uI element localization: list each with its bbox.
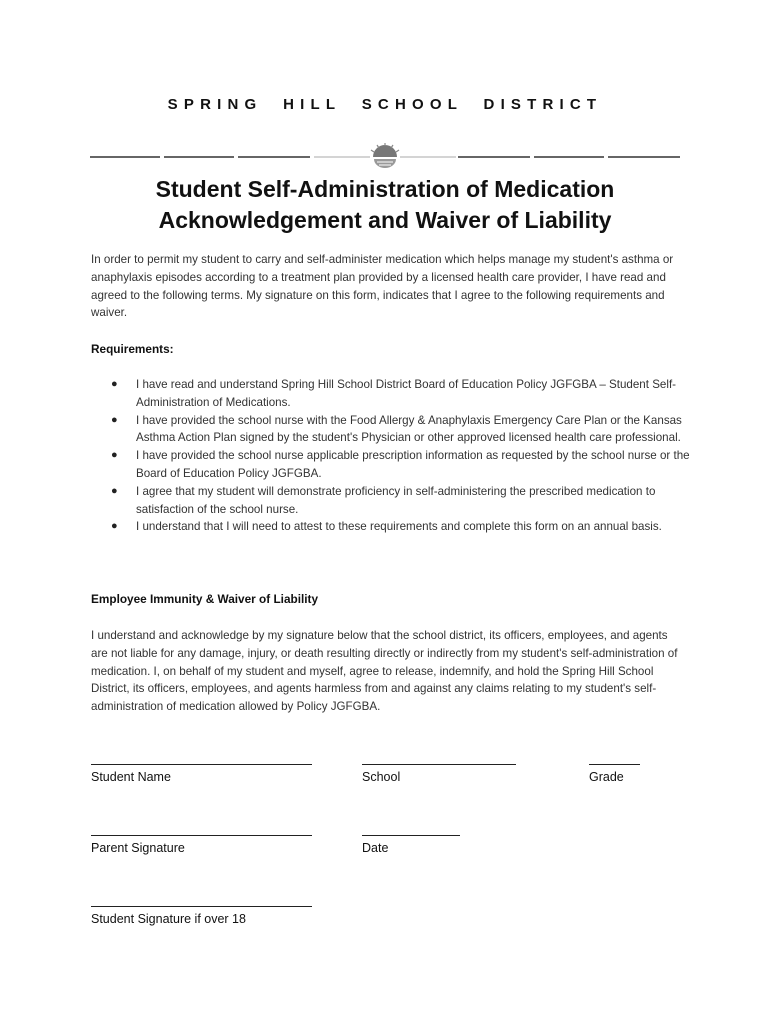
date-line[interactable] <box>362 835 460 836</box>
bullet-icon: ● <box>111 378 118 390</box>
parent-signature-label: Parent Signature <box>91 841 185 855</box>
list-item <box>91 412 691 448</box>
list-item <box>91 483 691 519</box>
district-name: SPRING HILL SCHOOL DISTRICT <box>167 96 603 113</box>
list-item <box>91 376 691 412</box>
list-item <box>91 447 691 483</box>
requirements-heading: Requirements: <box>91 342 174 356</box>
requirement-text: I understand that I will need to attest to these requirements and complete this form on an annual basis. <box>136 520 662 534</box>
header-divider <box>90 142 680 172</box>
title-line-1: Student Self-Administration of Medication <box>155 176 615 202</box>
intro-paragraph: In order to permit my student to carry and self-administer medication which helps manage my student's asthma or anaphylaxis episodes according to a treatment plan provided by a licensed health care provider, I have read and agreed to the following terms. My signature on this form, indicates that I agree to the following requirements and waiver. <box>91 253 674 320</box>
bullet-icon: ● <box>111 520 118 533</box>
student-signature-label: Student Signature if over 18 <box>91 912 246 926</box>
requirement-text: I agree that my student will demonstrate proficiency in self-administering the prescribed medication to satisfaction of the school nurse. <box>136 484 656 516</box>
grade-label: Grade <box>589 770 624 784</box>
date-label: Date <box>362 841 389 855</box>
grade-line[interactable] <box>589 764 640 765</box>
waiver-paragraph: I understand and acknowledge by my signature below that the school district, its officers, employees, and agents are not liable for any damage, injury, or death resulting directly or indirectly from my student's self-administration of medication. I, on behalf of my student and myself, agree to release, indemnify, and hold the Spring Hill School District, its officers, employees, and agents harmless from and against any claims relating to my student's self-administration of medication allowed by Policy JGFGBA. <box>91 629 678 714</box>
bullet-icon: ● <box>111 413 118 426</box>
list-item <box>91 518 691 536</box>
parent-signature-line[interactable] <box>91 835 312 836</box>
requirements-list <box>91 376 691 536</box>
school-line[interactable] <box>362 764 516 765</box>
requirement-text: I have provided the school nurse applicable prescription information as requested by the school nurse or the Board of Education Policy JGFGBA. <box>136 449 690 480</box>
requirement-text: I have read and understand Spring Hill School District Board of Education Policy JGFGBA – Student Self-Administration of Medications. <box>136 378 677 409</box>
bullet-icon: ● <box>111 449 118 462</box>
student-name-line[interactable] <box>91 764 312 765</box>
bullet-icon: ● <box>111 484 118 497</box>
document-title <box>0 174 770 236</box>
waiver-heading: Employee Immunity & Waiver of Liability <box>91 592 319 606</box>
requirement-text: I have provided the school nurse with the Food Allergy & Anaphylaxis Emergency Care Plan or the Kansas Asthma Action Plan signed by the student's Physician or other approved licensed health care professional. <box>136 413 682 445</box>
school-label: School <box>362 770 401 784</box>
student-signature-line[interactable] <box>91 906 312 907</box>
rising-sun-logo-icon <box>371 143 399 168</box>
student-name-label: Student Name <box>91 770 171 784</box>
title-line-2: Acknowledgement and Waiver of Liability <box>158 207 612 233</box>
